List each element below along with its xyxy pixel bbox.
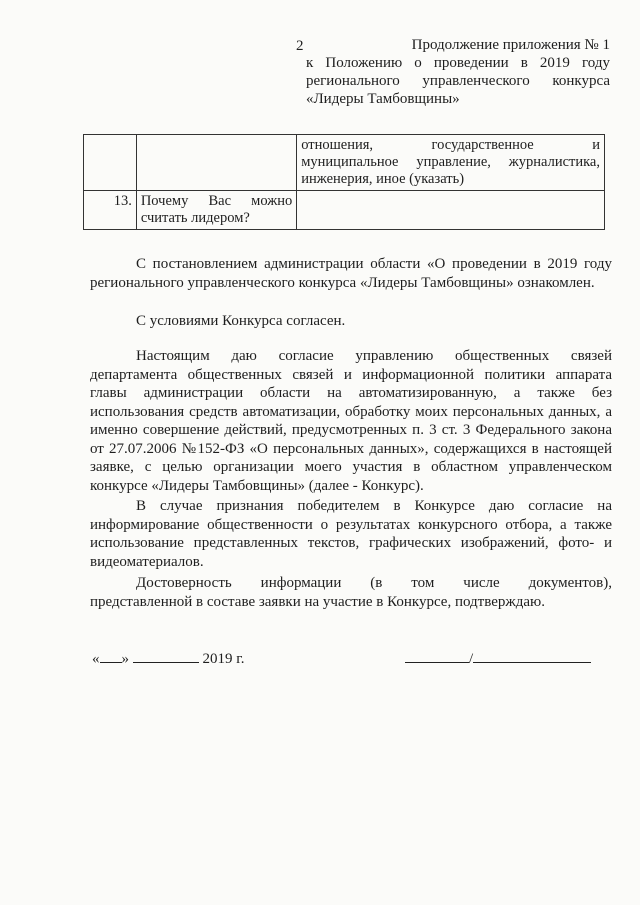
paragraph-consent: Настоящим даю согласие управлению общественных связей департамента общественных связей и информационной политики аппарата главы администрации области на автоматизированную, а также без использования средств автоматизации, обработку моих персональных данных, а именно совершение действий, предусмотренных п. 3 ст. 3 Федерального закона от 27.07.2006 №152-ФЗ «О персональных данных», содержащихся в настоящей заявке, с целью организации моего участия в областном управленческом конкурсе «Лидеры Тамбовщины» (далее - Конкурс). — [90, 348, 612, 494]
signature-slash: / — [469, 651, 474, 667]
date-open-quote: « — [92, 651, 100, 667]
cell-number: 13. — [84, 191, 137, 230]
paragraph-conditions: С условиями Конкурса согласен. — [136, 313, 346, 329]
date-close-quote: » — [121, 651, 129, 667]
paragraph-winner-consent: В случае признания победителем в Конкурсе даю согласие на информирование общественности о результатах конкурсного отбора, а также использование представленных текстов, графических изображений, фото- и видеоматериалов. — [90, 498, 612, 570]
question-line-2: считать лидером? — [140, 210, 250, 226]
name-blank[interactable] — [473, 648, 591, 663]
question-line-1: Почему Вас можно — [140, 193, 293, 209]
date-year: 2019 г. — [202, 651, 245, 667]
header-line-4: «Лидеры Тамбовщины» — [306, 91, 460, 107]
signature-field — [405, 648, 591, 668]
table-row-continued — [84, 135, 605, 191]
appendix-header — [306, 36, 610, 108]
signature-blank[interactable] — [405, 648, 469, 663]
paragraph-accuracy — [90, 574, 612, 611]
accuracy-line-2: представленной в составе заявки на участие в Конкурсе, подтверждаю. — [90, 593, 546, 610]
options-line-1: отношения, государственное и — [301, 137, 600, 153]
date-field — [92, 648, 244, 668]
cell-question-empty — [136, 135, 296, 191]
header-line-3: регионального управленческого конкурса — [306, 73, 610, 89]
header-line-2: к Положению о проведении в 2019 году — [306, 55, 610, 71]
options-line-2: муниципальное управление, журналистика, — [301, 154, 600, 170]
month-blank[interactable] — [133, 648, 199, 663]
cell-number-empty — [84, 135, 137, 191]
header-line-1: Продолжение приложения № 1 — [411, 37, 610, 53]
accuracy-line-1: Достоверность информации (в том числе документов), — [136, 575, 612, 591]
cell-question — [136, 191, 296, 230]
application-form-table — [83, 134, 605, 230]
paragraph-resolution: С постановлением администрации области «О проведении в 2019 году регионального управленческого конкурса «Лидеры Тамбовщины» ознакомлен. — [90, 256, 612, 291]
cell-answer-options — [297, 135, 605, 191]
options-line-3: инженерия, иное (указать) — [301, 171, 465, 187]
day-blank[interactable] — [100, 648, 122, 663]
page-number: 2 — [296, 38, 304, 54]
table-row-13 — [84, 191, 605, 230]
cell-answer-blank — [297, 191, 605, 230]
